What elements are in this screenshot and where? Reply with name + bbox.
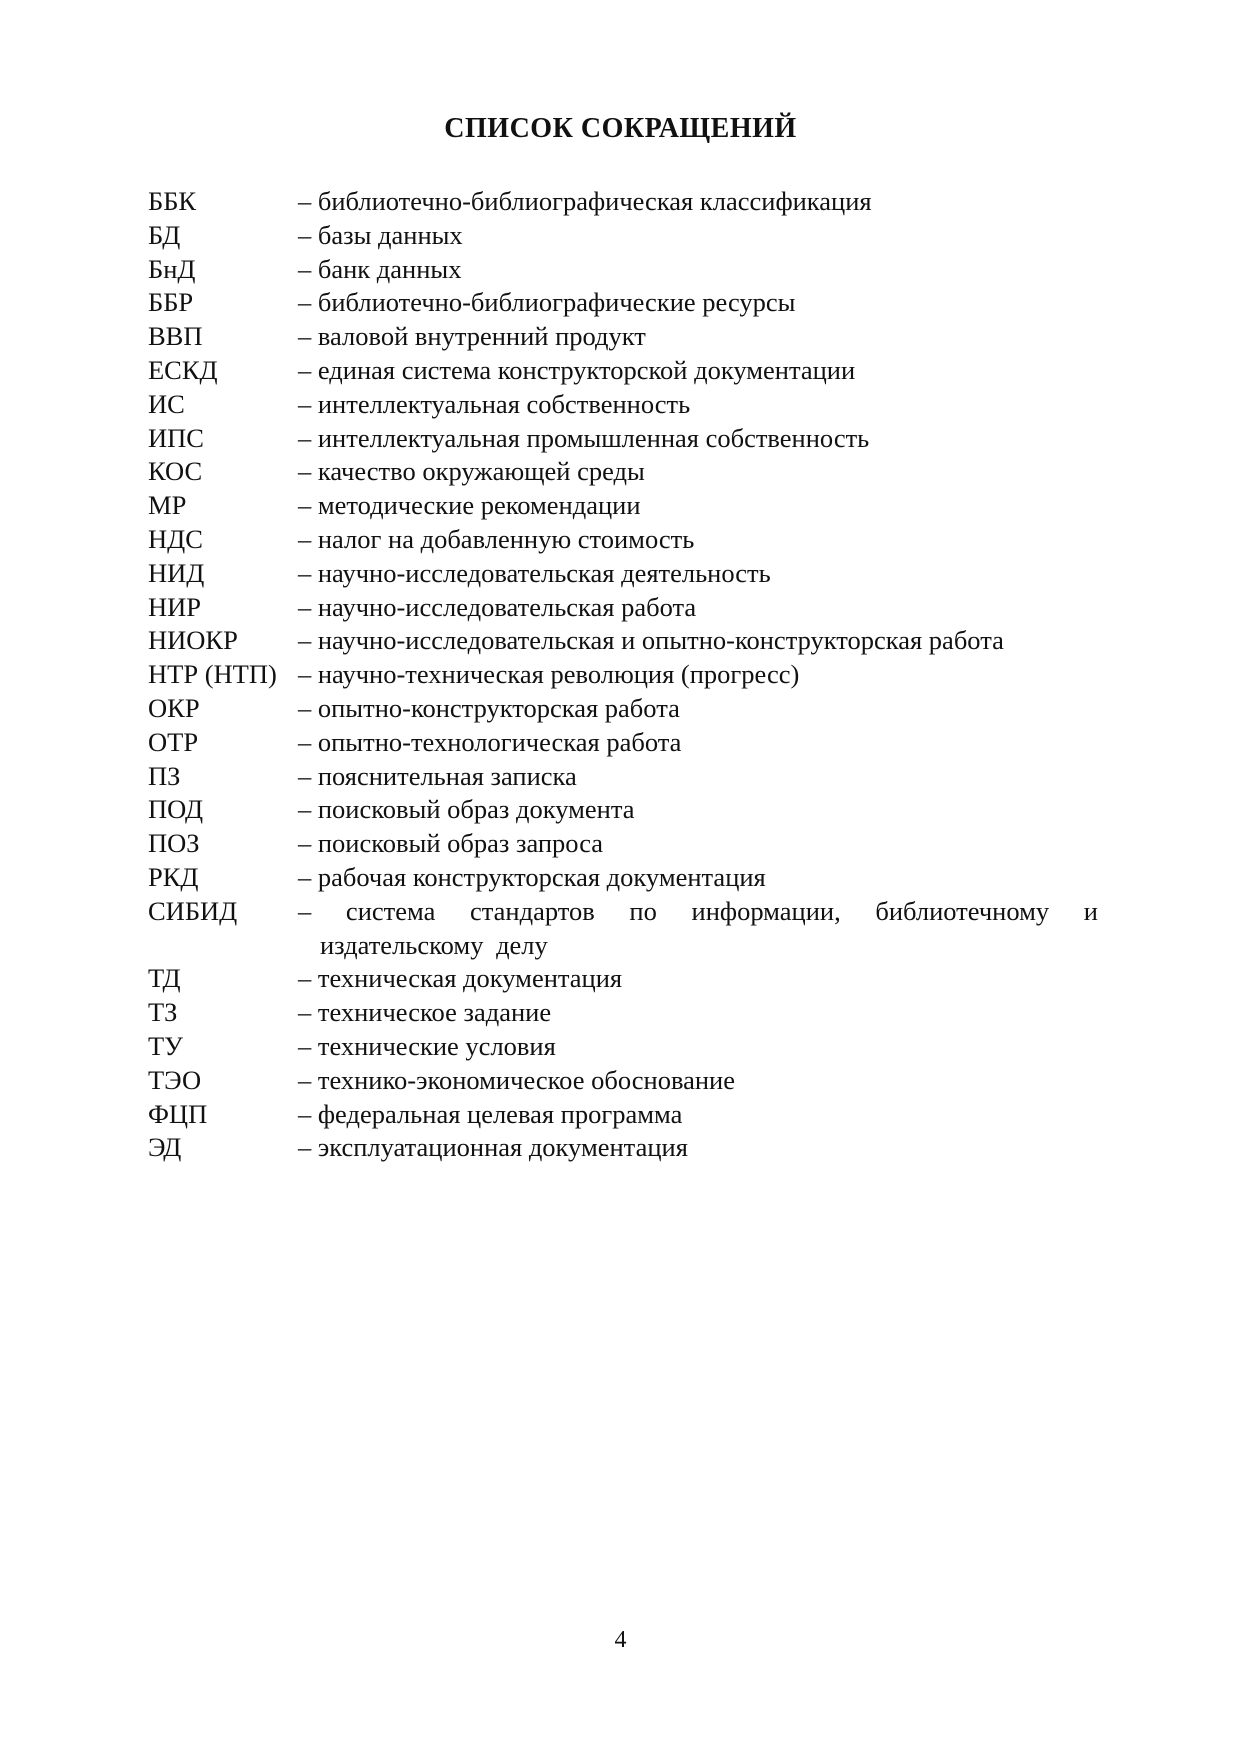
- abbreviation-term: КОС: [148, 456, 203, 487]
- abbreviation-row: [148, 354, 1098, 388]
- abbreviation-row: [148, 793, 1098, 827]
- abbreviation-definition: – качество окружающей среды: [298, 456, 645, 487]
- abbreviation-definition: – эксплуатационная документация: [298, 1132, 688, 1163]
- abbreviation-term: ВВП: [148, 321, 203, 352]
- abbreviation-row: [148, 523, 1098, 557]
- abbreviation-definition: – научно-исследовательская работа: [298, 591, 697, 622]
- abbreviation-definition: – библиотечно-библиографические ресурсы: [298, 287, 796, 318]
- abbreviation-definition: – система стандартов по информации, библиотечному и издательскому делу: [298, 895, 1098, 960]
- abbreviation-row: [148, 320, 1098, 354]
- abbreviation-definition: – налог на добавленную стоимость: [298, 523, 695, 554]
- abbreviation-term: НИД: [148, 557, 205, 588]
- abbreviation-definition: – методические рекомендации: [298, 490, 641, 521]
- abbreviation-row: [148, 760, 1098, 794]
- abbreviation-row: [148, 185, 1098, 219]
- abbreviation-term: ЕСКД: [148, 354, 218, 385]
- page-title: СПИСОК СОКРАЩЕНИЙ: [444, 113, 797, 144]
- abbreviation-definition: – поисковый образ запроса: [298, 828, 604, 859]
- abbreviation-row: [148, 861, 1098, 895]
- abbreviation-row: [148, 388, 1098, 422]
- abbreviation-term: МР: [148, 490, 187, 521]
- abbreviation-definition: – интеллектуальная собственность: [298, 388, 691, 419]
- abbreviation-term: НДС: [148, 523, 203, 554]
- abbreviation-definition: – научно-исследовательская и опытно-конструкторская работа: [298, 625, 1004, 656]
- abbreviation-term: НИР: [148, 591, 202, 622]
- abbreviation-row: [148, 624, 1098, 658]
- abbreviation-definition: – технические условия: [298, 1030, 556, 1061]
- abbreviation-row: [148, 591, 1098, 625]
- abbreviation-term: ББК: [148, 186, 197, 216]
- abbreviation-term: ФЦП: [148, 1098, 208, 1129]
- abbreviation-row: [148, 489, 1098, 523]
- abbreviation-row: [148, 962, 1098, 996]
- abbreviation-list: [148, 185, 1098, 1165]
- abbreviation-definition: – федеральная целевая программа: [298, 1098, 683, 1129]
- abbreviation-term: БнД: [148, 253, 196, 284]
- abbreviation-row: [148, 1098, 1098, 1132]
- abbreviation-definition: – библиотечно-библиографическая классификация: [298, 186, 872, 216]
- abbreviation-definition: – поисковый образ документа: [298, 794, 635, 825]
- abbreviation-row: [148, 557, 1098, 591]
- abbreviation-term: ББР: [148, 287, 194, 318]
- abbreviation-term: ТУ: [148, 1030, 183, 1061]
- abbreviation-definition: – техническое задание: [298, 997, 552, 1028]
- abbreviation-term: ОКР: [148, 692, 200, 723]
- abbreviation-row: [148, 1131, 1098, 1165]
- abbreviation-row: [148, 996, 1098, 1030]
- abbreviation-row: [148, 219, 1098, 253]
- abbreviation-term: ТД: [148, 963, 181, 994]
- abbreviation-definition: – валовой внутренний продукт: [298, 321, 646, 352]
- abbreviation-definition: – научно-техническая революция (прогресс): [298, 659, 800, 690]
- abbreviation-row: [148, 726, 1098, 760]
- abbreviation-term: ИПС: [148, 422, 204, 453]
- abbreviation-term: ИС: [148, 388, 185, 419]
- abbreviation-term: СИБИД: [148, 895, 238, 926]
- abbreviation-term: ПЗ: [148, 760, 181, 791]
- abbreviation-definition: – базы данных: [298, 219, 463, 250]
- abbreviation-row: [148, 1030, 1098, 1064]
- abbreviation-definition: – рабочая конструкторская документация: [298, 861, 766, 892]
- abbreviation-term: НТР (НТП): [148, 659, 277, 690]
- abbreviation-term: ТЗ: [148, 997, 178, 1028]
- abbreviation-definition: – научно-исследовательская деятельность: [298, 557, 771, 588]
- abbreviation-definition: – технико-экономическое обоснование: [298, 1064, 736, 1095]
- abbreviation-definition: – интеллектуальная промышленная собственность: [298, 422, 870, 453]
- abbreviation-term: НИОКР: [148, 625, 238, 656]
- abbreviation-row: [148, 658, 1098, 692]
- abbreviation-definition: – пояснительная записка: [298, 760, 577, 791]
- abbreviation-row: [148, 286, 1098, 320]
- abbreviation-row: [148, 692, 1098, 726]
- abbreviation-row: [148, 455, 1098, 489]
- abbreviation-definition: – банк данных: [298, 253, 462, 284]
- abbreviation-row: [148, 422, 1098, 456]
- abbreviation-term: ТЭО: [148, 1064, 202, 1095]
- abbreviation-term: ПОД: [148, 794, 204, 825]
- abbreviation-row: [148, 253, 1098, 287]
- abbreviation-row: [148, 827, 1098, 861]
- abbreviation-definition: – техническая документация: [298, 963, 623, 994]
- abbreviation-term: РКД: [148, 861, 199, 892]
- abbreviation-term: ЭД: [148, 1132, 182, 1163]
- page-number: 4: [614, 1627, 627, 1653]
- abbreviation-term: ОТР: [148, 726, 199, 757]
- abbreviation-definition: – единая система конструкторской документации: [298, 354, 856, 385]
- abbreviation-term: ПОЗ: [148, 828, 200, 859]
- abbreviation-term: БД: [148, 219, 181, 250]
- abbreviation-row: [148, 895, 1098, 963]
- abbreviation-row: [148, 1064, 1098, 1098]
- abbreviation-definition: – опытно-технологическая работа: [298, 726, 682, 757]
- abbreviation-definition: – опытно-конструкторская работа: [298, 692, 680, 723]
